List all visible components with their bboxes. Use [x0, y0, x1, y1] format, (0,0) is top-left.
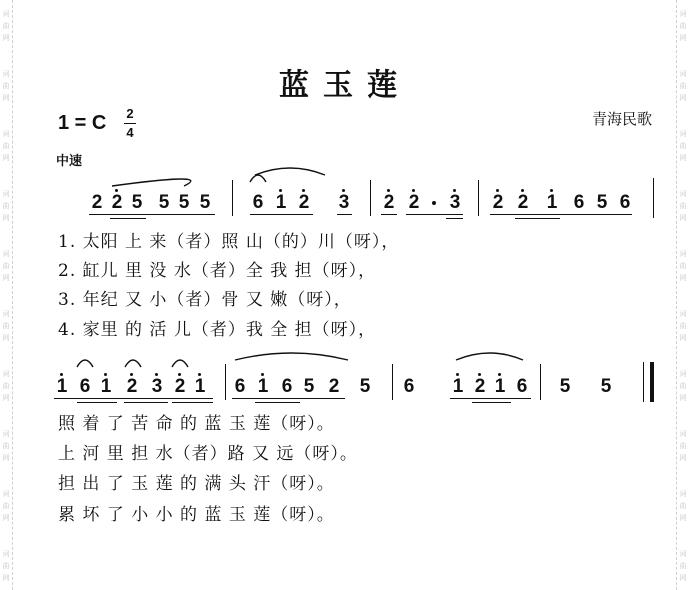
watermark-glyph: 曲	[679, 22, 687, 30]
note-line-2: 5	[303, 376, 315, 397]
watermark-glyph: 词	[679, 430, 687, 438]
watermark-glyph: 词	[679, 10, 687, 18]
watermark-glyph: 曲	[679, 502, 687, 510]
note-line-1: 2	[111, 192, 123, 213]
note-line-2: 2	[126, 376, 138, 397]
watermark-glyph: 网	[2, 214, 10, 222]
watermark-glyph: 曲	[679, 442, 687, 450]
slur	[250, 175, 266, 182]
watermark-glyph: 词	[2, 70, 10, 78]
watermark-glyph: 网	[2, 94, 10, 102]
watermark-glyph: 网	[679, 394, 687, 402]
watermark-glyph: 网	[679, 94, 687, 102]
watermark-glyph: 网	[679, 334, 687, 342]
note-line-2: 1	[194, 376, 206, 397]
lyric-verse-1-cont: 照 着 了 苦 命 的 蓝 玉 莲（呀）。	[58, 414, 335, 434]
watermark-glyph: 词	[679, 70, 687, 78]
watermark-glyph: 词	[679, 190, 687, 198]
beam-underline	[406, 214, 463, 215]
watermark-glyph: 曲	[2, 382, 10, 390]
lyric-verse-2-cont: 上 河 里 担 水（者）路 又 远（呀）。	[58, 444, 358, 464]
beam-underline	[337, 214, 352, 215]
watermark-glyph: 曲	[2, 142, 10, 150]
note-line-2: 2	[474, 376, 486, 397]
watermark-glyph: 网	[679, 574, 687, 582]
watermark-glyph: 词	[679, 550, 687, 558]
watermark-glyph: 网	[2, 454, 10, 462]
beam-underline	[232, 398, 345, 399]
slur	[125, 360, 141, 367]
note-line-1: 2	[517, 192, 529, 213]
watermark-glyph: 网	[679, 454, 687, 462]
watermark-glyph: 词	[2, 190, 10, 198]
note-line-2: 1	[100, 376, 112, 397]
note-line-1: 5	[158, 192, 170, 213]
beam-underline	[515, 218, 560, 219]
watermark-glyph: 网	[679, 214, 687, 222]
watermark-glyph: 曲	[679, 322, 687, 330]
beam-underline	[450, 398, 531, 399]
beam-underline	[255, 402, 300, 403]
watermark-glyph: 网	[2, 274, 10, 282]
beam-underline	[472, 402, 511, 403]
watermark-glyph: 网	[2, 34, 10, 42]
beam-underline	[89, 214, 215, 215]
beam-underline	[110, 218, 146, 219]
watermark-glyph: 词	[679, 250, 687, 258]
time-signature-top: 2	[126, 106, 134, 121]
note-line-2: 1	[56, 376, 68, 397]
note-line-1: 2	[91, 192, 103, 213]
note-line-1: 3	[449, 192, 461, 213]
watermark-glyph: 曲	[679, 382, 687, 390]
lyric-verse-3: 3. 年纪 又 小（者）骨 又 嫩（呀），	[58, 290, 352, 310]
watermark-glyph: 曲	[679, 562, 687, 570]
slur	[456, 353, 523, 360]
watermark-glyph: 曲	[679, 82, 687, 90]
beam-underline	[77, 402, 117, 403]
watermark-glyph: 词	[2, 310, 10, 318]
note-line-2: 6	[403, 376, 415, 397]
beam-underline	[381, 214, 397, 215]
watermark-glyph: 词	[2, 370, 10, 378]
tempo-marking: 中速	[56, 154, 83, 169]
barline	[540, 364, 541, 400]
note-line-1: 5	[131, 192, 143, 213]
barline	[650, 362, 654, 402]
note-line-1: 6	[573, 192, 585, 213]
note-line-2: 5	[600, 376, 612, 397]
watermark-glyph: 网	[2, 514, 10, 522]
watermark-glyph: 曲	[2, 262, 10, 270]
note-line-2: 6	[234, 376, 246, 397]
watermark-glyph: 曲	[2, 442, 10, 450]
lyric-verse-3-cont: 担 出 了 玉 莲 的 满 头 汗（呀）。	[58, 474, 335, 494]
barline	[643, 362, 644, 402]
watermark-glyph: 词	[2, 130, 10, 138]
note-line-2: 1	[494, 376, 506, 397]
lyric-verse-4-cont: 累 坏 了 小 小 的 蓝 玉 莲（呀）。	[58, 505, 335, 525]
watermark-glyph: 词	[679, 310, 687, 318]
time-signature-bottom: 4	[126, 125, 134, 140]
watermark-glyph: 词	[2, 250, 10, 258]
note-line-1: 2	[408, 192, 420, 213]
watermark-glyph: 词	[2, 550, 10, 558]
note-line-2: 2	[174, 376, 186, 397]
barline	[653, 178, 654, 218]
note-line-1: 6	[252, 192, 264, 213]
watermark-glyph: 词	[2, 490, 10, 498]
note-line-2: 6	[516, 376, 528, 397]
song-origin: 青海民歌	[591, 110, 652, 128]
watermark-glyph: 曲	[2, 22, 10, 30]
slur	[172, 360, 188, 367]
watermark-glyph: 词	[679, 130, 687, 138]
beam-underline	[172, 402, 213, 403]
slur	[77, 360, 93, 367]
slur	[235, 353, 348, 360]
watermark-glyph: 网	[679, 274, 687, 282]
watermark-glyph: 词	[2, 10, 10, 18]
watermark-glyph: 网	[2, 334, 10, 342]
barline	[478, 180, 479, 216]
watermark-glyph: 曲	[2, 562, 10, 570]
watermark-glyph: 网	[679, 514, 687, 522]
watermark-glyph: 词	[679, 490, 687, 498]
note-line-1: 5	[596, 192, 608, 213]
note-line-1: 5	[199, 192, 211, 213]
watermark-glyph: 网	[2, 394, 10, 402]
barline	[370, 180, 371, 216]
watermark-glyph: 曲	[2, 502, 10, 510]
note-line-1: 2	[383, 192, 395, 213]
watermark-glyph: 曲	[679, 142, 687, 150]
note-line-1: 3	[338, 192, 350, 213]
note-line-1: 2	[298, 192, 310, 213]
time-signature-rule	[124, 123, 136, 124]
beam-underline	[490, 214, 632, 215]
note-line-2: 1	[257, 376, 269, 397]
watermark-glyph: 曲	[679, 262, 687, 270]
augmentation-dot	[432, 201, 436, 205]
time-signature	[124, 106, 136, 141]
lyric-verse-1: 1. 太阳 上 来（者）照 山（的）川（呀），	[58, 232, 400, 252]
watermark-glyph: 网	[679, 34, 687, 42]
note-line-1: 6	[619, 192, 631, 213]
note-line-2: 3	[151, 376, 163, 397]
note-line-2: 6	[281, 376, 293, 397]
note-line-2: 5	[359, 376, 371, 397]
watermark-glyph: 曲	[2, 322, 10, 330]
watermark-glyph: 网	[2, 154, 10, 162]
note-line-2: 2	[328, 376, 340, 397]
barline	[225, 364, 226, 400]
note-line-1: 2	[492, 192, 504, 213]
beam-underline	[250, 214, 313, 215]
watermark-glyph: 词	[679, 370, 687, 378]
watermark-glyph: 网	[679, 154, 687, 162]
watermark-glyph: 曲	[679, 202, 687, 210]
song-title: 蓝玉莲	[279, 68, 411, 103]
slur	[112, 179, 191, 186]
slur	[255, 168, 325, 175]
note-line-1: 5	[178, 192, 190, 213]
note-line-1: 1	[546, 192, 558, 213]
beam-underline	[124, 402, 168, 403]
barline	[392, 364, 393, 400]
beam-underline	[54, 398, 213, 399]
watermark-glyph: 网	[2, 574, 10, 582]
note-line-2: 5	[559, 376, 571, 397]
barline	[232, 180, 233, 216]
watermark-glyph: 曲	[2, 82, 10, 90]
note-line-2: 6	[79, 376, 91, 397]
beam-underline	[446, 218, 463, 219]
lyric-verse-4: 4. 家里 的 活 儿（者）我 全 担（呀），	[58, 320, 377, 340]
watermark-glyph: 词	[2, 430, 10, 438]
note-line-1: 1	[275, 192, 287, 213]
watermark-glyph: 曲	[2, 202, 10, 210]
note-line-2: 1	[452, 376, 464, 397]
key-signature: 1 = C	[58, 112, 107, 134]
lyric-verse-2: 2. 缸儿 里 没 水（者）全 我 担（呀），	[58, 261, 377, 281]
